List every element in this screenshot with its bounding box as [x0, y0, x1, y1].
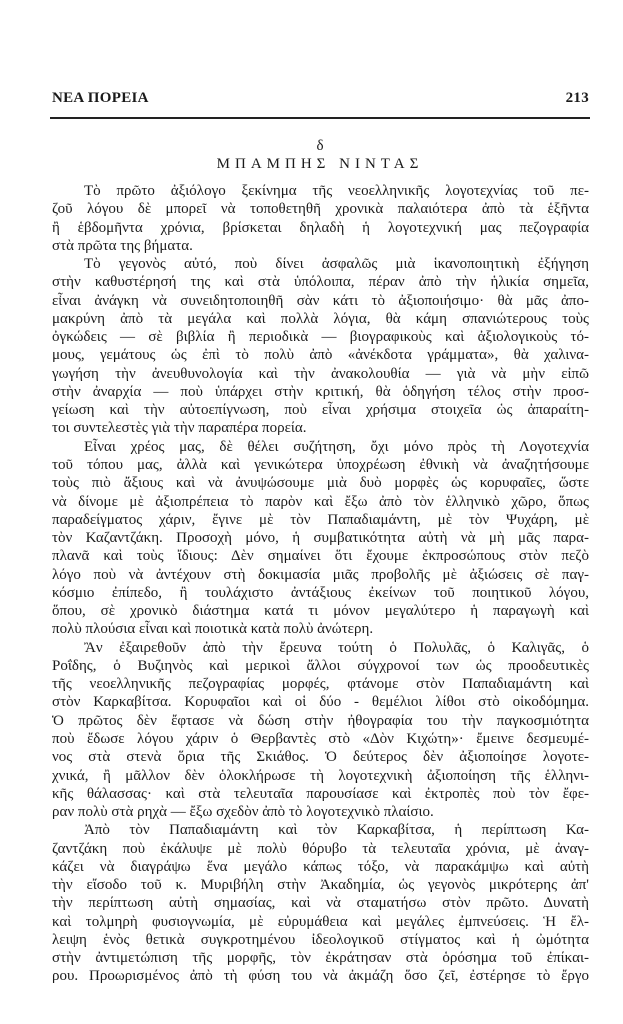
text-line: κῆς θάλασσας· καὶ στὰ τελευταῖα παρουσίασε καὶ ἐκτροπὲς ποὺ τὸν ἔφε-: [52, 785, 589, 802]
text-line: νὰ δίνομε μὲ ἀξιοπρέπεια τὸ παρὸν καὶ ἔξω ἀπὸ τὸν ἑλληνικὸ χῶρο, ὅπως: [52, 493, 589, 510]
text-line: ραν πολὺ στὰ ρηχὰ — ἔξω σχεδὸν ἀπὸ τὸ λογοτεχνικὸ πλαίσιο.: [52, 804, 434, 821]
article-label: δ: [316, 138, 324, 154]
text-line: στὴν ἀναρχία — ποὺ ὑπάρχει στὴν κριτική, θὰ ὁδηγήση τέλος στὴν προσ-: [52, 383, 589, 400]
text-line: γωγήση τὴν ἀνευθυνολογία καὶ τὴν ἀνακολουθία — γιὰ νὰ μὴν εἰπῶ: [52, 365, 589, 382]
text-line: καὶ τολμηρὴ φυσιογνωμία, μὲ εὐρυμάθεια καὶ μεγάλες ἐμπνεύσεις. Ἡ ἔλ-: [52, 913, 589, 930]
text-line: στὴν καθυστέρησή της καὶ στὰ ὑπόλοιπα, πέραν ἀπὸ τὴν ἡλικία σημεῖα,: [52, 274, 589, 291]
running-header-journal-title: ΝΕΑ ΠΟΡΕΙΑ: [52, 90, 149, 106]
text-line: ρου. Προωρισμένος ἀπὸ τὴ φύση του νὰ ἀκμάζη ὅσο ζεῖ, ἐστέρησε τὸ ἔργο: [52, 968, 589, 985]
text-line: χνικά, ἢ μᾶλλον δὲν ὁλοκλήρωσε τὴ λογοτεχνικὴ ἀξιοποίηση τῆς ἑλληνι-: [52, 767, 589, 784]
text-line: στὰ πρῶτα της βήματα.: [52, 237, 193, 254]
text-line: μακρύνη ἀπὸ τὰ μεγάλα καὶ πολλὰ λόγια, θὰ κάμη σπανιώτερους τοὺς: [52, 310, 589, 327]
text-line: Εἶναι χρέος μας, δὲ θέλει συζήτηση, ὄχι μόνο πρὸς τὴ Λογοτεχνία: [84, 438, 589, 455]
text-line: Τὸ γεγονὸς αὐτό, ποὺ δίνει ἀσφαλῶς μιὰ ἱκανοποιητικὴ ἐξήγηση: [84, 256, 589, 273]
text-line: τοῦ τόπου μας, ἀλλὰ καὶ γενικώτερα ὑποχρέωση ἐθνικὴ νὰ ἀναζητήσουμε: [52, 456, 589, 473]
text-line: τὸν Καζαντζάκη. Προσοχὴ μόνο, ἡ συμβατικότητα αὐτὴ νὰ μὴ μᾶς παρα-: [52, 530, 589, 547]
text-line: στὴν ἀντιμετώπιση τῆς μορφῆς, τὸν ἐκράτησαν στὰ ὁρόσημα τοῦ ἐπίκαι-: [52, 950, 589, 967]
article-body: [52, 182, 589, 986]
text-line: παραδείγματος χάριν, ἔγινε μὲ τὸν Παπαδιαμάντη, μὲ τὸν Ψυχάρη, μὲ: [52, 511, 589, 528]
text-line: τοὺς πιὸ ἄξιους καὶ νὰ ἀνυψώσουμε μιὰ δυὸ μορφὲς ὡς κορυφαῖες, ὥστε: [52, 475, 589, 492]
text-line: ζοῦ λόγου δὲ μπορεῖ νὰ τοποθετηθῆ χρονικὰ παλαιότερα ἀπὸ τὰ ἑξῆντα: [52, 201, 589, 218]
text-line: τὴν περίπτωση αὐτὴ σημασίας, καὶ νὰ σταματήσω στὸν πρῶτο. Δυνατὴ: [52, 895, 589, 912]
header-rule: [50, 117, 590, 119]
text-line: ὅπου, σὲ χρονικὸ διάστημα κατά τι μόνον μεγαλύτερο ἡ παραγωγὴ καὶ: [52, 603, 589, 620]
text-line: ὀγκώδεις — σὲ βιβλία ἢ περιοδικὰ — βιογραφικοὺς καὶ ἀξιολογικοὺς τό-: [52, 329, 589, 346]
text-line: γείωση καὶ τὴν αὐτοεπίγνωση, ποὺ εἶναι χρήσιμα στοιχεῖα ὡς ἀπαραίτη-: [52, 402, 589, 419]
text-line: κόσμιο ἐπίπεδο, ἢ τουλάχιστο ἀντάξιους ἐκείνων τοῦ ποιητικοῦ λόγου,: [52, 584, 589, 601]
text-line: πλανᾶ καὶ τοὺς ἴδιους: Δὲν σημαίνει ὅτι ἔχουμε ἐκπροσώπους στὸν πεζὸ: [52, 548, 589, 565]
text-line: Ὁ πρῶτος δὲν ἔφτασε νὰ δώση στὴν ἠθογραφία του τὴν παγκοσμιότητα: [52, 712, 589, 729]
text-line: τῆς νεοελληνικῆς πεζογραφίας μορφές, φτάνομε στὸν Παπαδιαμάντη καὶ: [52, 676, 589, 693]
text-line: Τὸ πρῶτο ἀξιόλογο ξεκίνημα τῆς νεοελληνικῆς λογοτεχνίας τοῦ πε-: [84, 183, 589, 199]
text-line: ζαντζάκη ποὺ ἐκάλυψε μὲ πολὺ θόρυβο τὰ τελευταῖα χρόνια, μὲ ἀναγ-: [52, 840, 589, 857]
text-line: Ἂν ἐξαιρεθοῦν ἀπὸ τὴν ἔρευνα τούτη ὁ Πολυλᾶς, ὁ Καλιγᾶς, ὁ: [84, 639, 589, 656]
text-line: Ἀπὸ τὸν Παπαδιαμάντη καὶ τὸν Καρκαβίτσα, ἡ περίπτωση Κα-: [84, 822, 589, 839]
text-line: στὸν Καρκαβίτσα. Κορυφαῖοι καὶ οἱ δύο - θεμέλιοι λίθοι στὸ οἰκοδόμημα.: [52, 694, 589, 711]
text-line: κάζει νὰ διαγράψω ἕνα μεγάλο κάπως τόξο, νὰ παρακάμψω καὶ αὐτὴ: [52, 858, 589, 875]
text-line: νος στὰ στενὰ ὅρια τῆς Σκιάθος. Ὁ δεύτερος δὲν ἀξιοποίησε λογοτε-: [52, 749, 589, 766]
text-line: Ροΐδης, ὁ Βυζιηνὸς καὶ μερικοὶ ἄλλοι σύγχρονοί των ὡς προοδευτικὲς: [52, 657, 589, 674]
article-author: ΜΠΑΜΠΗΣ ΝΙΝΤΑΣ: [216, 156, 424, 172]
text-line: λόγο ποὺ νὰ ἀντέχουν στὴ δοκιμασία μιᾶς προβολῆς μὲ ἀξιώσεις σὲ παγ-: [52, 566, 589, 583]
text-line: ποὺ ἔδωσε λόγου χάριν ὁ Θερβαντὲς στὸ «Δὸν Κιχώτη»· ἔμεινε δεσμευμέ-: [52, 730, 589, 747]
text-line: ἢ ἑβδομῆντα χρόνια, βρίσκεται δηλαδὴ ἡ λογοτεχνική μας πεζογραφία: [52, 219, 589, 236]
text-line: μους, γεμάτους ὡς ἐπὶ τὸ πολὺ ἀπὸ «ἀνέκδοτα γράμματα», θὰ χαλινα-: [52, 347, 589, 364]
text-line: τοι συντελεστὲς γιὰ τὴν παραπέρα πορεία.: [52, 420, 307, 437]
page-number: 213: [565, 90, 589, 106]
text-line: λειψη ἑνὸς θετικὰ συγκροτημένου ἰδεολογικοῦ στίγματος καὶ ἡ ὠμότητα: [52, 931, 589, 948]
text-line: εἶναι ἀνάγκη νὰ συνειδητοποιηθῆ σὰν κάτι τὸ ἀξιοποιήσιμο· θὰ μᾶς ἀπο-: [52, 292, 589, 309]
text-line: τὴν εἴσοδο τοῦ κ. Μυριβήλη στὴν Ἀκαδημία, ὡς γεγονὸς μικρότερης ἀπ': [52, 877, 589, 894]
text-line: πολὺ πλούσια εἶναι καὶ ποιοτικὰ κατὰ πολὺ ἀνώτερη.: [52, 621, 374, 638]
